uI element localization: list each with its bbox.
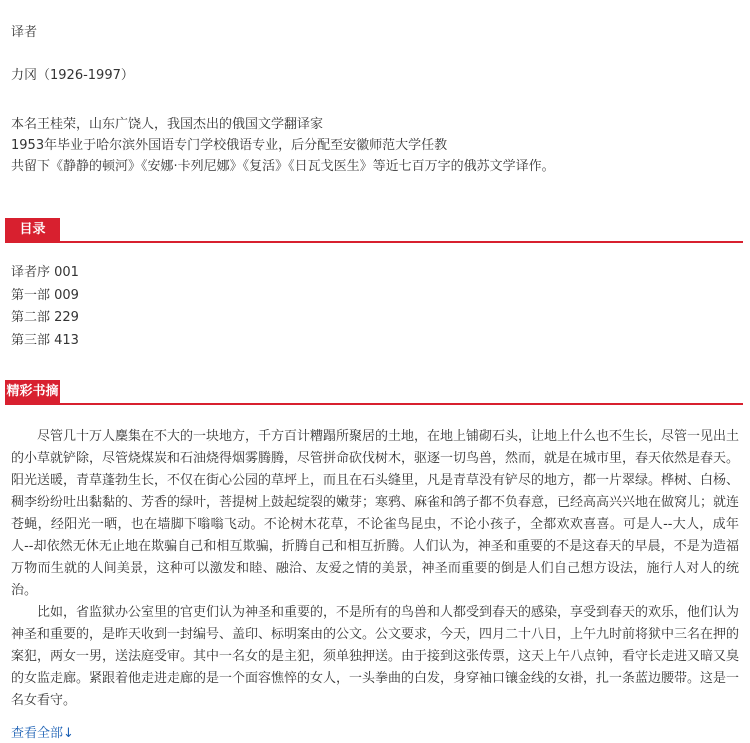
toc-item: 第三部 413	[11, 332, 79, 348]
translator-label: 译者	[11, 25, 38, 40]
toc-item: 译者序 001	[11, 265, 79, 280]
bio-line: 本名王桂荣，山东广饶人，我国杰出的俄国文学翻译家	[11, 117, 324, 132]
toc-item: 第一部 009	[11, 287, 79, 303]
toc-divider	[5, 241, 743, 243]
toc-item: 第二部 229	[11, 310, 79, 325]
excerpt-body	[11, 426, 739, 712]
bio-line: 共留下《静静的顿河》《安娜·卡列尼娜》《复活》《日瓦戈医生》等近七百万字的俄苏文学译作。	[11, 159, 555, 174]
excerpt-divider	[5, 403, 743, 405]
excerpt-paragraph: 比如，省监狱办公室里的官吏们认为神圣和重要的，不是所有的鸟兽和人都受到春天的感染，享受到春天的欢乐，他们认为神圣和重要的，是昨天收到一封编号、盖印、标明案由的公文。公文要求，今天，四月二十八日，上午九时前将狱中三名在押的案犯，两女一男，送法庭受审。其中一名女的是主犯，须单独押送。由于接到这张传票，这天上午八点钟，看守长走进又暗又臭的女监走廊。紧跟着他走进走廊的是一个面容憔悴的女人，一头拳曲的白发，身穿袖口镶金线的女褂，扎一条蓝边腰带。这是一名女看守。	[11, 605, 740, 708]
excerpt-section-header	[0, 380, 743, 406]
toc-list	[11, 262, 79, 352]
excerpt-paragraph: 尽管几十万人麇集在不大的一块地方，千方百计糟蹋所聚居的土地，在地上铺砌石头，让地上什么也不生长，尽管一见出土的小草就铲除，尽管烧煤炭和石油烧得烟雾腾腾，尽管拼命砍伐树木，驱逐一切鸟兽，然而，就是在城市里，春天依然是春天。阳光送暖，青草蓬勃生长，不仅在街心公园的草坪上，而且在石头缝里，凡是青草没有铲尽的地方，都一片翠绿。桦树、白杨、稠李纷纷吐出黏黏的、芳香的绿叶，菩提树上鼓起绽裂的嫩芽；寒鸦、麻雀和鸽子都不负春意，已经高高兴兴地在做窝儿；就连苍蝇，经阳光一晒，也在墙脚下嗡嗡飞动。不论树木花草，不论雀鸟昆虫，不论小孩子，全都欢欢喜喜。可是人--大人，成年人--却依然无休无止地在欺骗自己和相互欺骗，折腾自己和相互折腾。人们认为，神圣和重要的不是这春天的早晨，不是为造福万物而生就的人间美景，这种可以激发和睦、融洽、友爱之情的美景，神圣而重要的倒是人们自己想方设法，施行人对人的统治。	[11, 429, 740, 598]
translator-name: 力冈（1926-1997）	[11, 68, 134, 83]
bio-line: 1953年毕业于哈尔滨外国语专门学校俄语专业，后分配至安徽师范大学任教	[11, 138, 448, 153]
toc-title: 目录	[5, 218, 60, 241]
toc-section-header	[0, 218, 743, 244]
view-all-link[interactable]: 查看全部↓	[11, 726, 74, 741]
translator-bio	[11, 114, 555, 177]
excerpt-title: 精彩书摘	[5, 380, 60, 403]
